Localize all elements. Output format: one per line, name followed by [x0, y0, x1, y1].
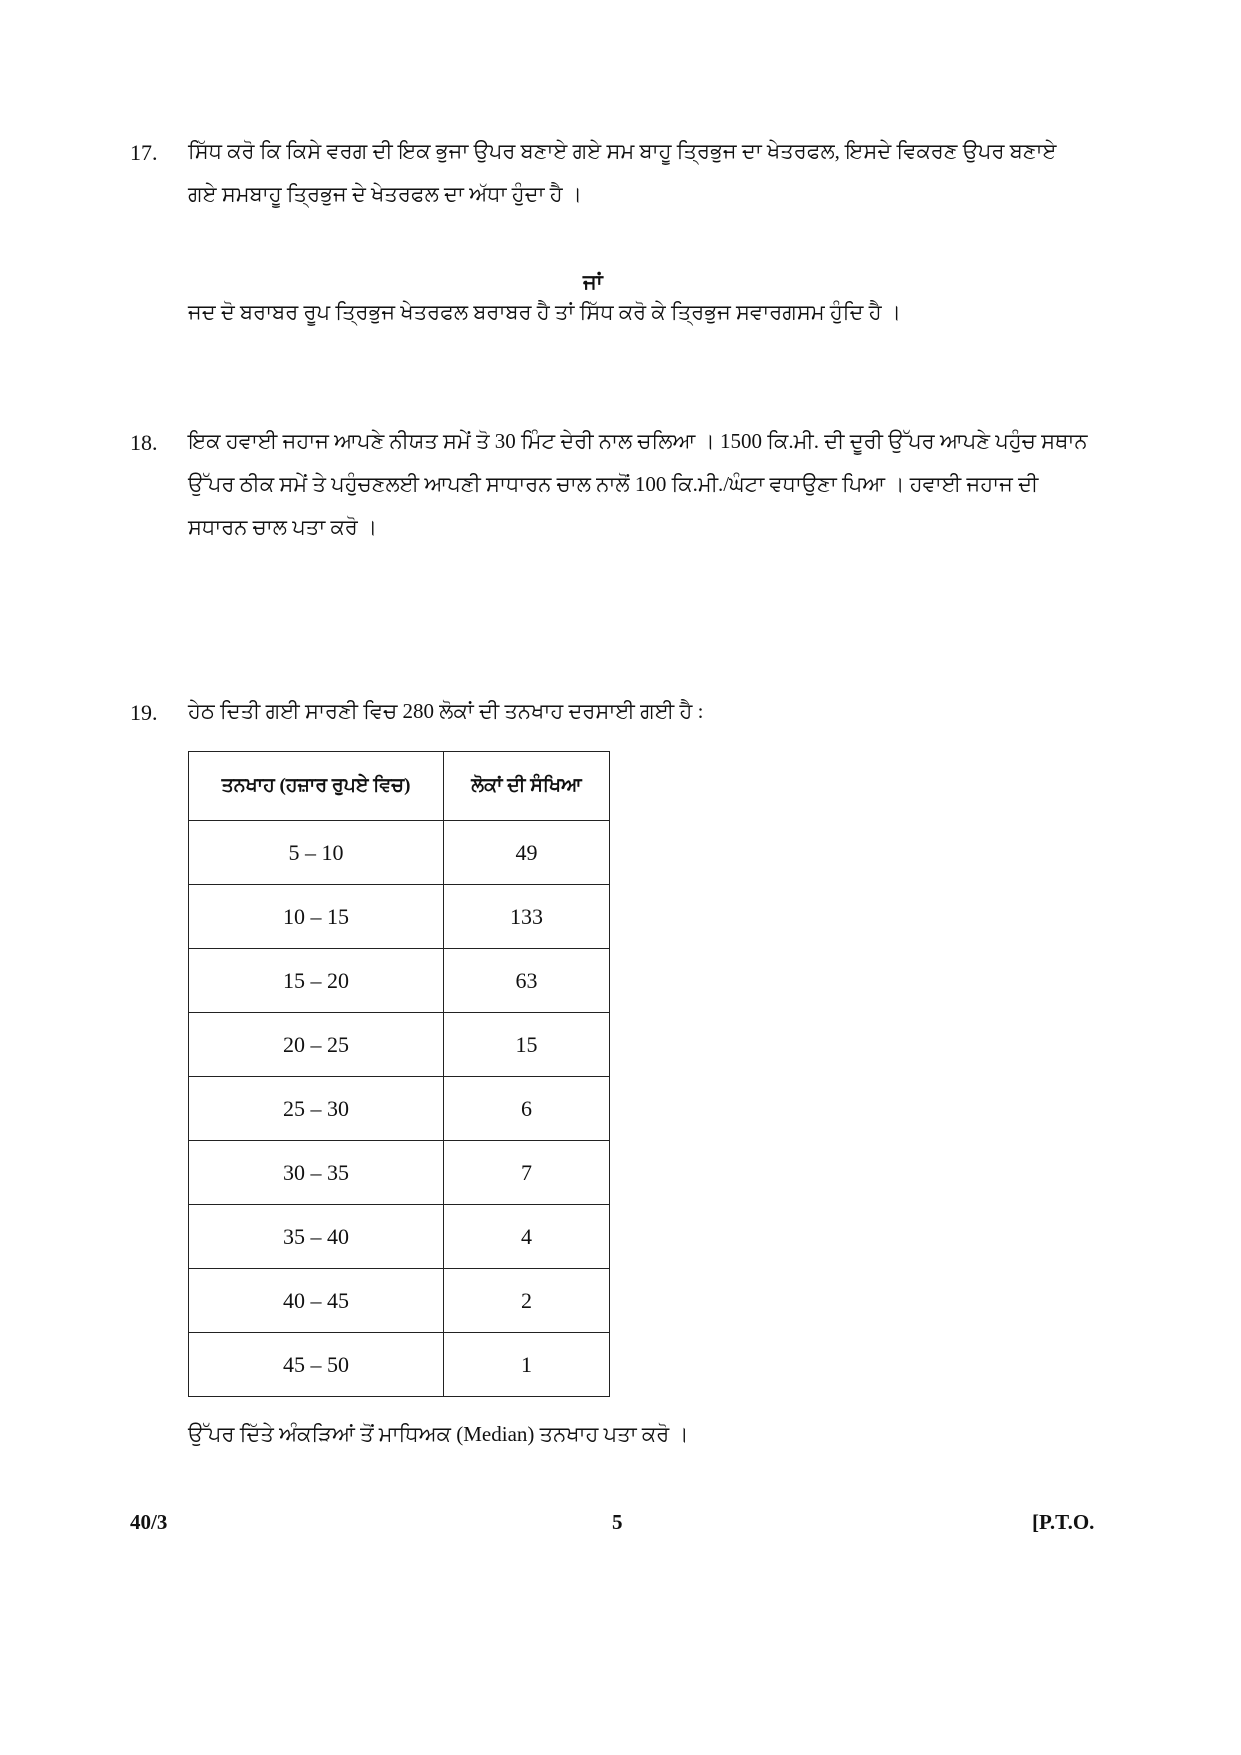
people-count-cell: 49 [444, 821, 610, 885]
median-question-text: ਉੱਪਰ ਦਿੱਤੇ ਅੰਕੜਿਆਂ ਤੋਂ ਮਾਧਿਅਕ (Median) ਤਨਖਾਹ ਪਤਾ ਕਰੋ । [188, 1422, 689, 1446]
question-17 [130, 140, 1090, 216]
table-row [189, 1269, 610, 1333]
question-number: 19. [130, 700, 158, 725]
pto-label: [P.T.O. [1032, 1510, 1095, 1534]
table-row [189, 1141, 610, 1205]
column-header-salary: ਤਨਖਾਹ (ਹਜ਼ਾਰ ਰੁਪਏ ਵਿਚ) [189, 752, 444, 821]
question-text: ਸਿੱਧ ਕਰੋ ਕਿ ਕਿਸੇ ਵਰਗ ਦੀ ਇਕ ਭੁਜਾ ਉਪਰ ਬਣਾਏ ਗਏ ਸਮ ਬਾਹੂ ਤ੍ਰਿਭੁਜ ਦਾ ਖੇਤਰਫਲ, ਇਸਦੇ ਵਿਕਰਣ ਉਪਰ ਬਣਾਏ ਗਏ ਸਮਬਾਹੂ ਤ੍ਰਿਭੁਜ ਦੇ ਖੇਤਰਫਲ ਦਾ ਅੱਧਾ ਹੁੰਦਾ ਹੈ । [188, 139, 1057, 206]
table-row [189, 949, 610, 1013]
table-header-row [189, 752, 610, 821]
table-row [189, 1077, 610, 1141]
salary-range-cell: 25 – 30 [189, 1077, 444, 1141]
people-count-cell: 2 [444, 1269, 610, 1333]
salary-range-cell: 35 – 40 [189, 1205, 444, 1269]
paper-code: 40/3 [130, 1510, 168, 1534]
table-row [189, 1013, 610, 1077]
salary-range-cell: 45 – 50 [189, 1333, 444, 1397]
or-label: ਜਾਂ [583, 270, 603, 294]
salary-range-cell: 40 – 45 [189, 1269, 444, 1333]
table-row [189, 1333, 610, 1397]
column-header-people: ਲੋਕਾਂ ਦੀ ਸੰਖਿਆ [444, 752, 610, 821]
table-row [189, 885, 610, 949]
people-count-cell: 63 [444, 949, 610, 1013]
question-19 [130, 700, 1090, 733]
alternative-question-text: ਜਦ ਦੋ ਬਰਾਬਰ ਰੂਪ ਤ੍ਰਿਭੁਜ ਖੇਤਰਫਲ ਬਰਾਬਰ ਹੈ ਤਾਂ ਸਿੱਧ ਕਰੋ ਕੇ ਤ੍ਰਿਭੁਜ ਸਵਾਰਗਸਮ ਹੁੰਦਿ ਹੈ । [188, 300, 901, 324]
question-18 [130, 430, 1090, 549]
salary-range-cell: 30 – 35 [189, 1141, 444, 1205]
table-row [189, 821, 610, 885]
people-count-cell: 15 [444, 1013, 610, 1077]
people-count-cell: 6 [444, 1077, 610, 1141]
people-count-cell: 7 [444, 1141, 610, 1205]
salary-range-cell: 5 – 10 [189, 821, 444, 885]
question-intro: ਹੇਠ ਦਿਤੀ ਗਈ ਸਾਰਣੀ ਵਿਚ 280 ਲੋਕਾਂ ਦੀ ਤਨਖਾਹ ਦਰਸਾਈ ਗਈ ਹੈ : [188, 699, 704, 723]
question-number: 18. [130, 430, 158, 455]
people-count-cell: 133 [444, 885, 610, 949]
salary-range-cell: 20 – 25 [189, 1013, 444, 1077]
table-row [189, 1205, 610, 1269]
salary-table [188, 751, 610, 1397]
people-count-cell: 1 [444, 1333, 610, 1397]
question-number: 17. [130, 140, 158, 165]
question-text: ਇਕ ਹਵਾਈ ਜਹਾਜ ਆਪਣੇ ਨੀਯਤ ਸਮੇਂ ਤੋ 30 ਮਿੰਟ ਦੇਰੀ ਨਾਲ ਚਲਿਆ । 1500 ਕਿ.ਮੀ. ਦੀ ਦੂਰੀ ਉੱਪਰ ਆਪਣੇ ਪਹੁੰਚ ਸਥਾਨ ਉੱਪਰ ਠੀਕ ਸਮੇਂ ਤੇ ਪਹੁੰਚਣਲਈ ਆਪਣੀ ਸਾਧਾਰਨ ਚਾਲ ਨਾਲੋਂ 100 ਕਿ.ਮੀ./ਘੰਟਾ ਵਧਾਉਣਾ ਪਿਆ । ਹਵਾਈ ਜਹਾਜ ਦੀ ਸਧਾਰਨ ਚਾਲ ਪਤਾ ਕਰੋ । [188, 429, 1088, 539]
people-count-cell: 4 [444, 1205, 610, 1269]
salary-range-cell: 10 – 15 [189, 885, 444, 949]
salary-range-cell: 15 – 20 [189, 949, 444, 1013]
page-number: 5 [612, 1510, 623, 1534]
